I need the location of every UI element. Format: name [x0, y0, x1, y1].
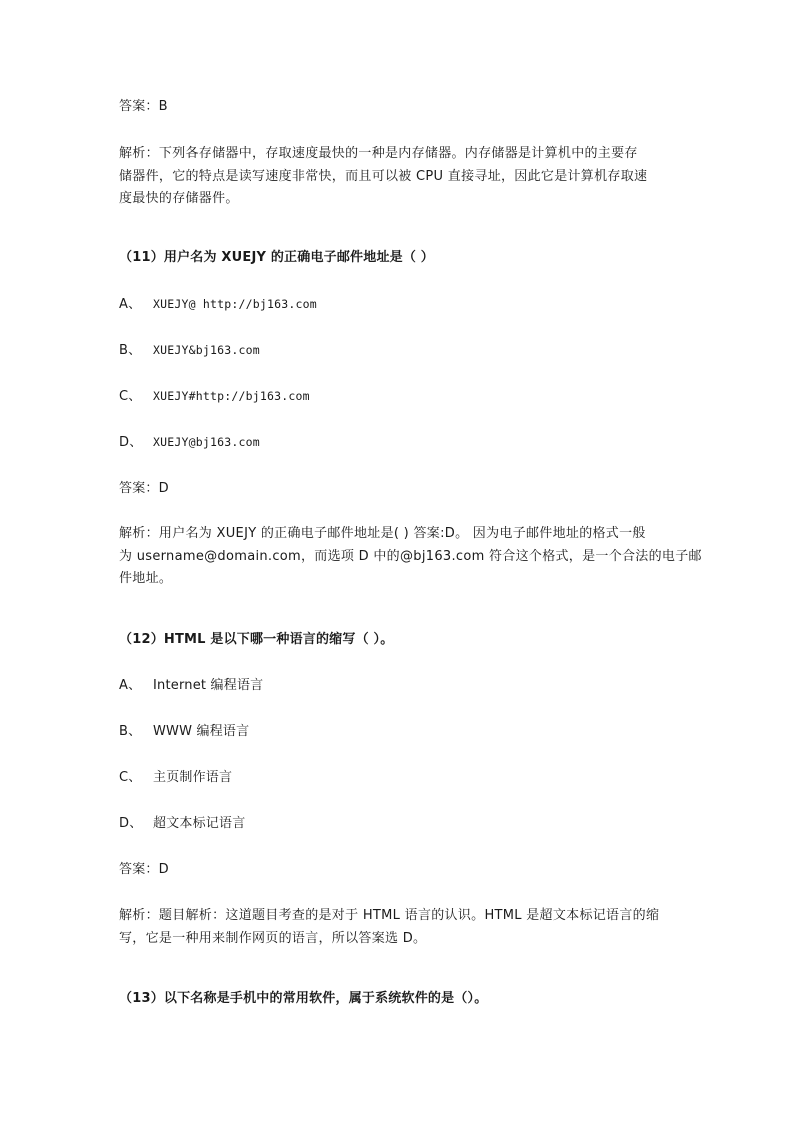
q12-option-a [119, 675, 263, 697]
option-text: 超文本标记语言 [153, 816, 246, 831]
q11-explanation [119, 523, 702, 591]
q12-answer: 答案：D [119, 862, 169, 877]
option-label: B、 [119, 343, 142, 358]
option-text: XUEJY#http://bj163.com [153, 389, 310, 403]
question-13-title: （13）以下名称是手机中的常用软件，属于系统软件的是（）。 [119, 991, 488, 1006]
previous-explanation [119, 143, 679, 211]
explanation-line: 为 username@domain.com，而选项 D 中的@bj163.com 符合这个格式，是一个合法的电子邮 [119, 548, 702, 564]
q12-explanation [119, 905, 679, 950]
explanation-line: 写，它是一种用来制作网页的语言，所以答案选 D。 [119, 930, 427, 946]
q11-option-a [119, 293, 317, 316]
option-label: A、 [119, 678, 142, 693]
q12-option-d [119, 813, 245, 835]
question-11-title: （11）用户名为 XUEJY 的正确电子邮件地址是（ ） [119, 250, 434, 265]
q11-option-c [119, 385, 310, 408]
option-label: B、 [119, 724, 142, 739]
q11-option-b [119, 339, 260, 362]
option-label: A、 [119, 297, 142, 312]
option-text: XUEJY@bj163.com [153, 435, 260, 449]
option-label: D、 [119, 435, 143, 450]
explanation-line: 储器件，它的特点是读写速度非常快，而且可以被 CPU 直接寻址，因此它是计算机存取速 [119, 168, 648, 184]
option-label: C、 [119, 389, 142, 404]
option-text: WWW 编程语言 [153, 724, 250, 739]
q11-answer: 答案：D [119, 481, 169, 496]
explanation-line: 解析：下列各存储器中，存取速度最快的一种是内存储器。内存储器是计算机中的主要存 [119, 146, 638, 161]
option-label: C、 [119, 770, 142, 785]
explanation-line: 解析：题目解析：这道题目考查的是对于 HTML 语言的认识。HTML 是超文本标记语言的缩 [119, 908, 660, 923]
q12-option-b [119, 721, 249, 743]
explanation-line: 度最快的存储器件。 [119, 191, 239, 206]
q12-option-c [119, 767, 232, 789]
q11-option-d [119, 431, 260, 454]
question-12-title: （12）HTML 是以下哪一种语言的缩写（ ）。 [119, 632, 394, 647]
previous-answer: 答案：B [119, 99, 168, 114]
option-text: Internet 编程语言 [153, 678, 264, 693]
option-text: XUEJY@ http://bj163.com [153, 297, 317, 311]
explanation-line: 解析：用户名为 XUEJY 的正确电子邮件地址是( ) 答案:D。 因为电子邮件地址的格式一般 [119, 526, 646, 541]
explanation-line: 件地址。 [119, 571, 173, 586]
option-text: XUEJY&bj163.com [153, 343, 260, 357]
option-text: 主页制作语言 [153, 770, 233, 785]
option-label: D、 [119, 816, 143, 831]
